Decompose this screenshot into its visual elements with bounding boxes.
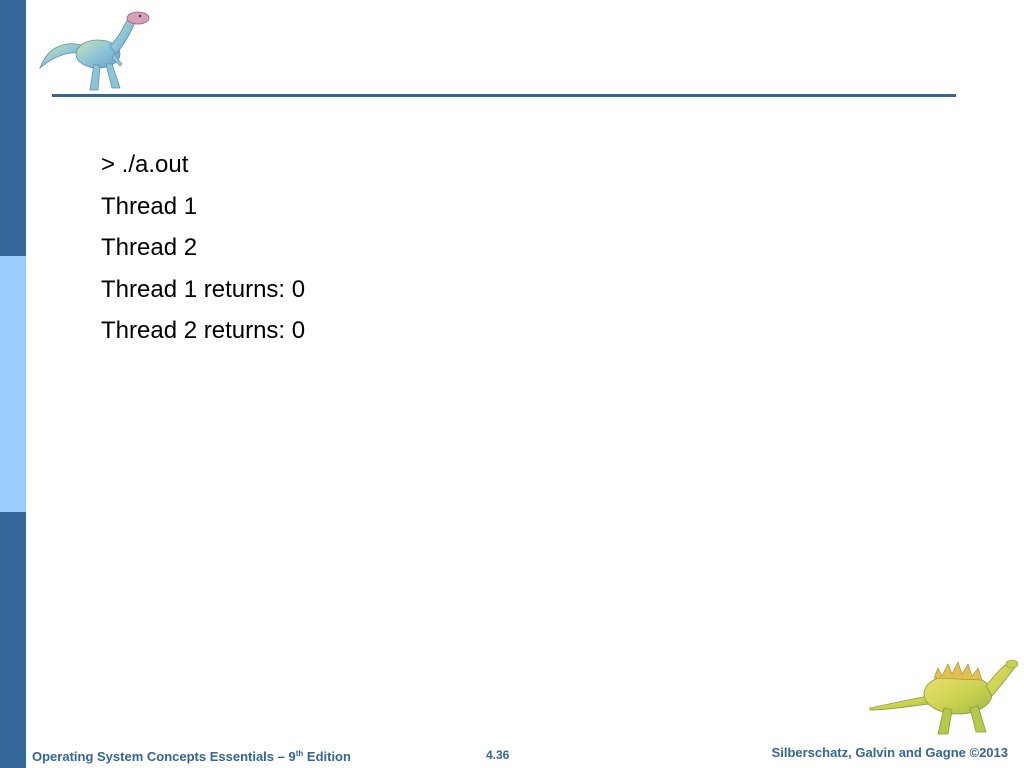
side-band-middle bbox=[0, 256, 26, 512]
dinosaur-logo-icon bbox=[868, 656, 1018, 738]
body-line: Thread 2 bbox=[101, 234, 198, 262]
header-rule bbox=[52, 94, 956, 97]
side-band-bottom bbox=[0, 512, 26, 768]
body-line: Thread 1 bbox=[101, 192, 198, 220]
body-line: Thread 1 returns: 0 bbox=[101, 275, 306, 303]
slide-body bbox=[101, 144, 305, 352]
body-line: Thread 2 returns: 0 bbox=[101, 317, 306, 345]
dinosaur-logo-icon bbox=[36, 6, 160, 96]
footer-edition-suffix: Edition bbox=[303, 749, 351, 764]
footer-copyright: Silberschatz, Galvin and Gagne ©2013 bbox=[771, 745, 1008, 760]
footer-book-title-prefix: Operating System Concepts Essentials – 9 bbox=[32, 749, 296, 764]
side-band-top bbox=[0, 0, 26, 256]
body-line: > ./a.out bbox=[101, 151, 189, 178]
footer-edition-sup: th bbox=[295, 749, 304, 758]
footer-page-number: 4.36 bbox=[486, 748, 510, 762]
footer-book-title bbox=[32, 749, 351, 764]
